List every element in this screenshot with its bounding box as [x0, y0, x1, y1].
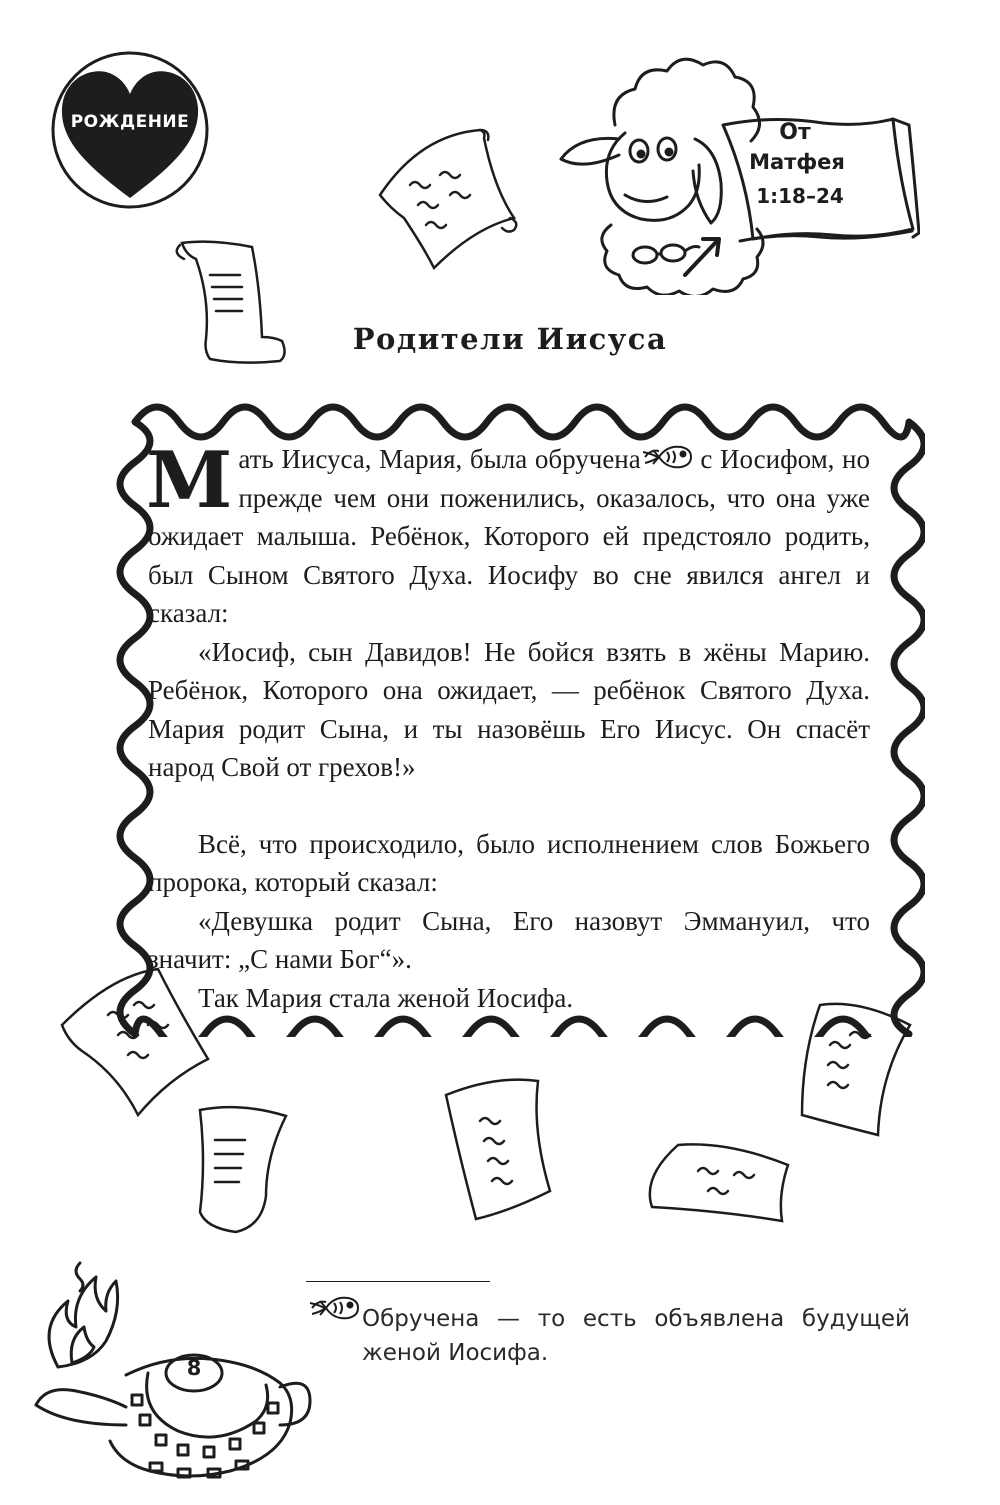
reference-verses: 1:18–24 [756, 184, 844, 208]
section-badge-label: РОЖДЕНИЕ [70, 112, 190, 132]
scroll-icon [185, 1100, 290, 1235]
footnote-text: Обручена — то есть объявлена будущей женой Иосифа. [362, 1306, 910, 1366]
story-paragraph-2: «Иосиф, сын Давидов! Не бойся взять в жёны Марию. Ребёнок, Которого она ожидает, — ребёнок Святого Духа. Мария родит Сына, и ты назовёшь Его Иисус. Он спасёт народ Свой от грехов!» [148, 636, 870, 782]
sheep-with-book-icon [555, 55, 920, 295]
story-paragraph-4: «Девушка родит Сына, Его назовут Эммануил, что значит: „С нами Бог“». [148, 905, 870, 974]
story-text-span: с Иосифом, но прежде чем они поженились, оказалось, что она уже ожидает малыша. Ребёнок, Которого ей предстояло родить, был Сыном Святого Духа. Иосифу во сне явился ангел и сказал: [148, 444, 870, 628]
fish-footnote-marker-icon [641, 442, 693, 472]
reference-book-name: Матфея [749, 150, 845, 174]
story-paragraph-3: Всё, что происходило, было исполнением слов Божьего пророка, который сказал: [148, 828, 870, 897]
scroll-icon [648, 1135, 798, 1235]
page-number: 8 [186, 1356, 202, 1380]
page-title: Родители Иисуса [352, 322, 668, 356]
scroll-icon [370, 125, 525, 270]
reference-book-label: От [779, 120, 811, 145]
oil-lamp-icon [28, 1255, 318, 1490]
scroll-icon [170, 235, 295, 365]
drop-cap: М [146, 435, 233, 526]
story-paragraph-1 [146, 435, 870, 633]
footnote-divider [306, 1281, 490, 1282]
story-text-span: ать Иисуса, Мария, была обручена [238, 444, 641, 474]
scroll-icon [440, 1075, 560, 1225]
story-text [146, 435, 870, 1017]
story-paragraph-5: Так Мария стала женой Иосифа. [198, 982, 574, 1013]
